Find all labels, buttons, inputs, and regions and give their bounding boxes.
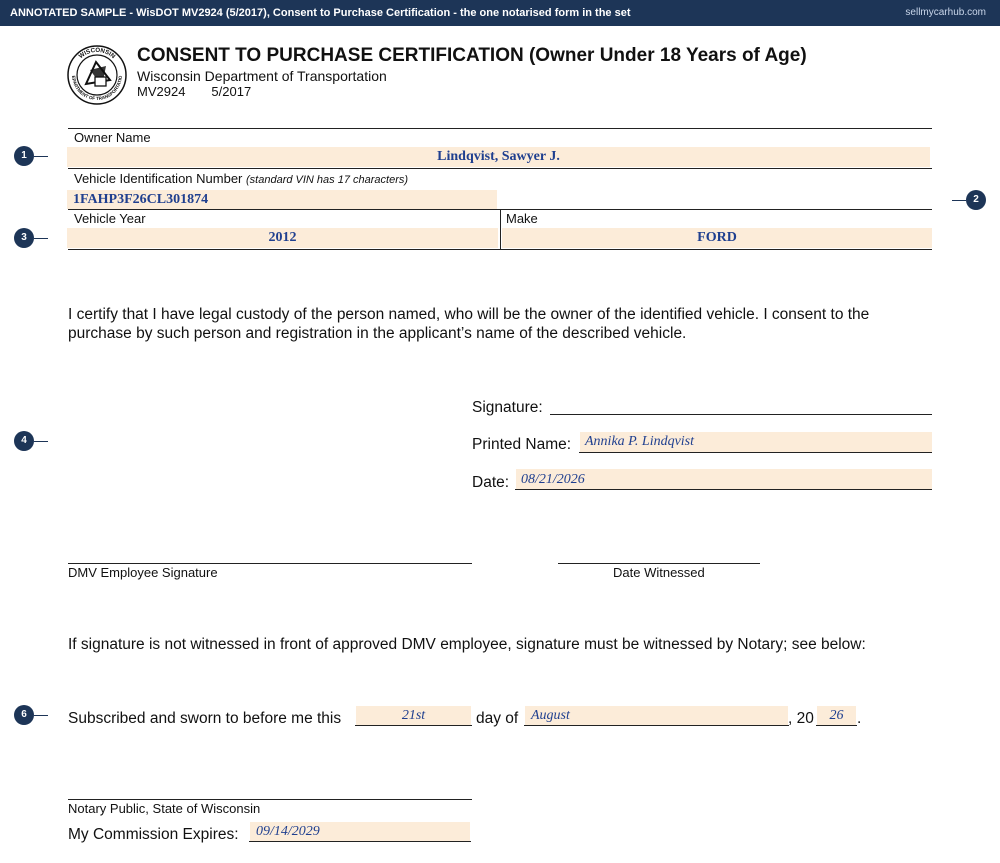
sworn-year-line xyxy=(816,725,857,726)
vehicle-year-label: Vehicle Year xyxy=(74,211,146,226)
form-number: MV2924 xyxy=(137,84,186,99)
annotation-leader-2 xyxy=(952,200,966,201)
annotation-leader-6 xyxy=(34,715,48,716)
printed-name-label: Printed Name: xyxy=(472,436,572,453)
vin-label xyxy=(74,171,408,186)
vin-note: (standard VIN has 17 characters) xyxy=(246,174,409,186)
vin-label-text: Vehicle Identification Number xyxy=(74,171,243,186)
annotation-marker-3[interactable]: 3 xyxy=(14,228,34,248)
sworn-year-value: 26 xyxy=(829,708,844,723)
sworn-month-line xyxy=(524,725,789,726)
table-rule-bottom xyxy=(68,249,932,250)
sworn-day-line xyxy=(355,725,472,726)
owner-name-label: Owner Name xyxy=(74,130,151,145)
annotation-marker-6[interactable]: 6 xyxy=(14,705,34,725)
signature-label: Signature: xyxy=(472,399,543,416)
seal-text-bottom: EPARTMENT OF TRANSPORTATIO xyxy=(70,75,124,102)
annotation-marker-2[interactable]: 2 xyxy=(966,190,986,210)
printed-name-line xyxy=(579,452,932,453)
table-rule-owner xyxy=(68,168,932,169)
signature-line[interactable] xyxy=(550,414,932,415)
table-divider xyxy=(500,209,501,249)
form-identifier xyxy=(137,84,277,99)
annotation-marker-4[interactable]: 4 xyxy=(14,431,34,451)
sworn-month-value: August xyxy=(531,708,570,723)
day-of-label: day of xyxy=(476,710,519,727)
sworn-prefix: Subscribed and sworn to before me this xyxy=(68,710,342,727)
annotation-marker-1[interactable]: 1 xyxy=(14,146,34,166)
wisdot-seal-logo xyxy=(66,44,128,106)
seal-text-top: WISCONSIN xyxy=(77,46,117,61)
year-prefix: , 20 xyxy=(788,710,814,727)
sworn-day-value: 21st xyxy=(401,708,426,723)
department-name: Wisconsin Department of Transportation xyxy=(137,68,387,84)
date-line xyxy=(515,489,932,490)
sworn-period: . xyxy=(857,710,862,727)
form-title: CONSENT TO PURCHASE CERTIFICATION (Owner Under 18 Years of Age) xyxy=(137,45,807,66)
certification-text: I certify that I have legal custody of the person named, who will be the owner of the identified vehicle. I consent to the purchase by such person and registration in the applicant’s name of the described vehicle. xyxy=(68,306,870,342)
notary-notice: If signature is not witnessed in front of approved DMV employee, signature must be witnessed by Notary; see below: xyxy=(68,636,866,653)
make-value: FORD xyxy=(697,230,737,245)
date-value: 08/21/2026 xyxy=(521,472,585,487)
annotation-leader-1 xyxy=(34,156,48,157)
banner-title: ANNOTATED SAMPLE - WisDOT MV2924 (5/2017), Consent to Purchase Certification - the one notarised form in the set xyxy=(10,7,631,19)
make-label: Make xyxy=(506,211,538,226)
notary-signature-line[interactable] xyxy=(68,799,472,800)
table-rule-top xyxy=(68,128,932,129)
commission-expires-label: My Commission Expires: xyxy=(68,826,239,843)
date-witnessed-label: Date Witnessed xyxy=(613,565,705,580)
commission-date-value: 09/14/2029 xyxy=(256,824,320,839)
annotation-leader-4 xyxy=(34,441,48,442)
dmv-signature-line[interactable] xyxy=(68,563,472,564)
annotation-leader-3 xyxy=(34,238,48,239)
printed-name-value: Annika P. Lindqvist xyxy=(585,434,695,449)
vin-value: 1FAHP3F26CL301874 xyxy=(73,192,209,207)
vehicle-year-value: 2012 xyxy=(268,230,297,245)
date-witnessed-line[interactable] xyxy=(558,563,760,564)
notary-public-label: Notary Public, State of Wisconsin xyxy=(68,801,261,816)
dmv-employee-signature-label: DMV Employee Signature xyxy=(68,565,218,580)
banner-site: sellmycarhub.com xyxy=(905,7,986,18)
date-label: Date: xyxy=(472,474,510,491)
owner-name-value: Lindqvist, Sawyer J. xyxy=(437,149,560,164)
annotation-banner xyxy=(0,0,1000,26)
form-date: 5/2017 xyxy=(211,84,252,99)
commission-date-line xyxy=(249,841,471,842)
